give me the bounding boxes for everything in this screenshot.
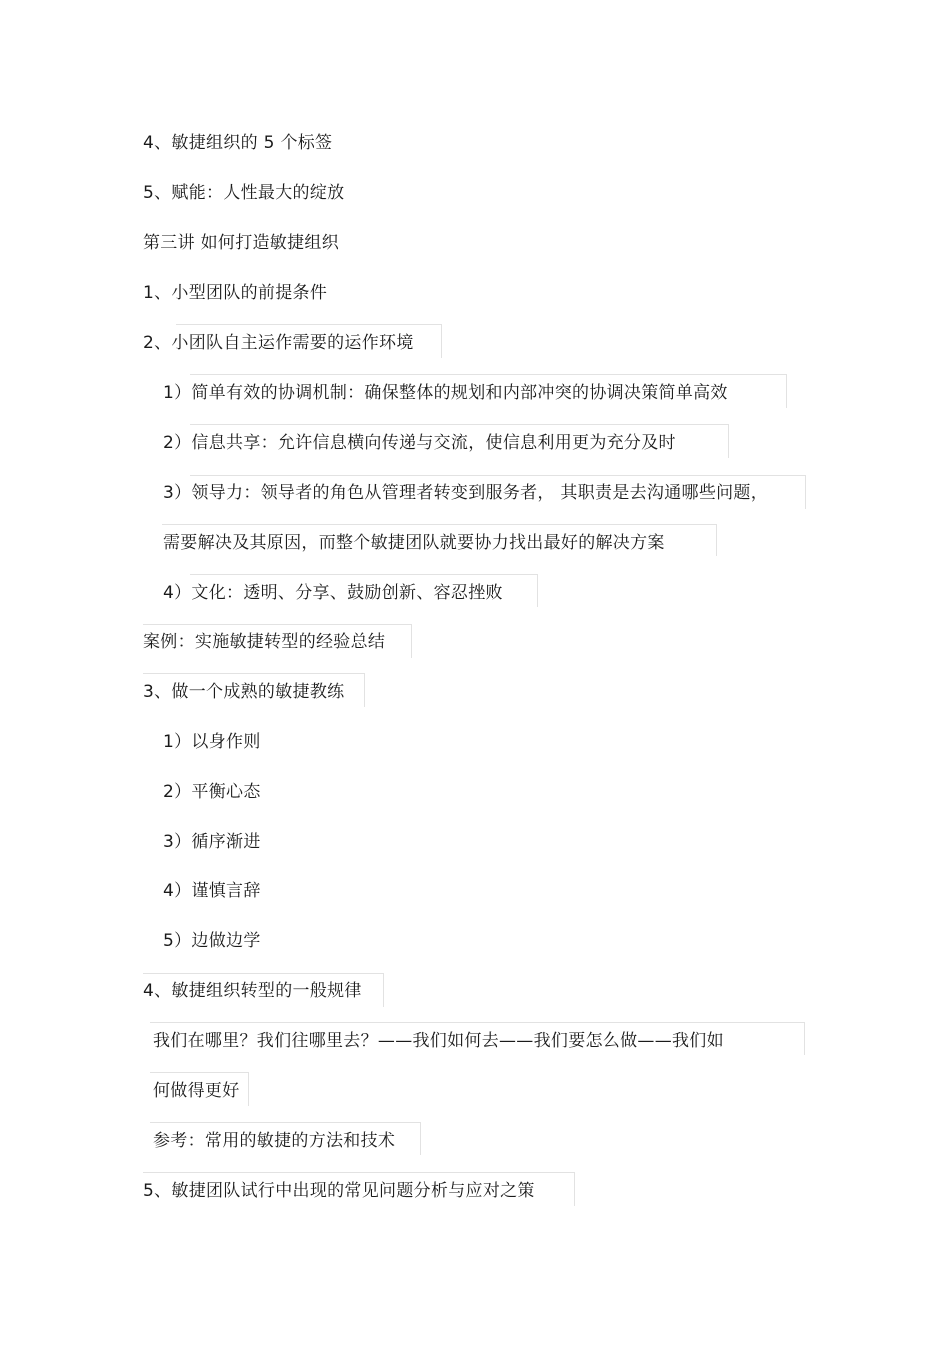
text-line-heading: 4、敏捷组织的 5 个标签 — [143, 133, 333, 153]
text-line-subitem: 4）谨慎言辞 — [163, 881, 261, 901]
text-line-heading: 2、小团队自主运作需要的运作环境 — [143, 333, 414, 353]
text-line-reference: 参考：常用的敏捷的方法和技术 — [153, 1131, 396, 1151]
text-line-heading: 1、小型团队的前提条件 — [143, 283, 328, 303]
text-line-subitem: 1）简单有效的协调机制：确保整体的规划和内部冲突的协调决策简单高效 — [163, 383, 728, 403]
text-line-body: 我们在哪里？我们往哪里去？——我们如何去——我们要怎么做——我们如 — [153, 1031, 724, 1051]
text-line-case: 案例：实施敏捷转型的经验总结 — [143, 632, 386, 652]
text-line-subitem: 2）信息共享：允许信息横向传递与交流，使信息利用更为充分及时 — [163, 433, 676, 453]
text-line-heading: 5、敏捷团队试行中出现的常见问题分析与应对之策 — [143, 1181, 535, 1201]
text-line-continuation: 何做得更好 — [153, 1081, 240, 1101]
lecture-title: 第三讲 如何打造敏捷组织 — [143, 233, 340, 253]
text-line-subitem: 1）以身作则 — [163, 732, 261, 752]
text-line-subitem: 5）边做边学 — [163, 931, 261, 951]
text-line-subitem: 2）平衡心态 — [163, 782, 261, 802]
text-line-heading: 5、赋能：人性最大的绽放 — [143, 183, 345, 203]
text-line-subitem: 3）循序渐进 — [163, 832, 261, 852]
text-line-subitem: 4）文化：透明、分享、鼓励创新、容忍挫败 — [163, 583, 503, 603]
text-line-subitem: 3）领导力：领导者的角色从管理者转变到服务者， 其职责是去沟通哪些问题， — [163, 483, 769, 503]
text-line-continuation: 需要解决及其原因，而整个敏捷团队就要协力找出最好的解决方案 — [163, 533, 665, 553]
text-line-heading: 4、敏捷组织转型的一般规律 — [143, 981, 362, 1001]
text-line-heading: 3、做一个成熟的敏捷教练 — [143, 682, 345, 702]
